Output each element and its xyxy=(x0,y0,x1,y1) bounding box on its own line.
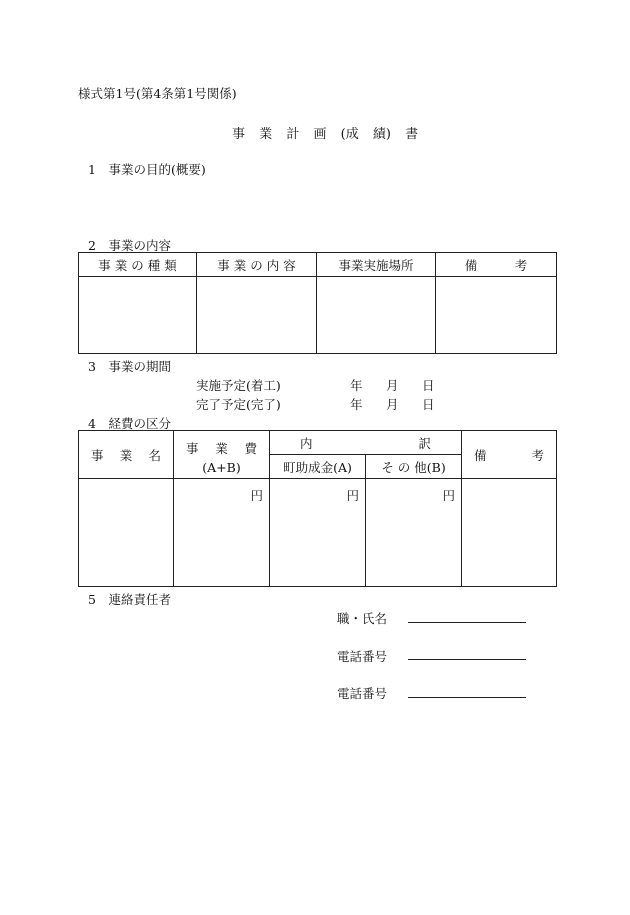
title-char: 績) xyxy=(372,127,391,142)
contact-name-line[interactable] xyxy=(408,622,526,623)
project-content-table xyxy=(78,252,557,354)
contact-phone2-line[interactable] xyxy=(408,697,526,698)
cell-project-content[interactable] xyxy=(197,277,317,354)
cell-remarks[interactable] xyxy=(436,277,557,354)
contact-name-label: 職・氏名 xyxy=(337,611,388,626)
cell-project-name[interactable] xyxy=(79,479,174,587)
section5-heading: 5 連絡責任者 xyxy=(88,592,171,607)
section3-heading: 3 事業の期間 xyxy=(88,359,171,374)
title-char: 計 xyxy=(286,127,300,142)
start-day[interactable]: 日 xyxy=(422,378,435,393)
start-date-label: 実施予定(着工) xyxy=(196,378,281,393)
cell-other[interactable] xyxy=(366,479,462,587)
contact-phone-label: 電話番号 xyxy=(337,649,388,664)
cell-expense-remarks[interactable] xyxy=(462,479,557,587)
contact-phone2-label: 電話番号 xyxy=(337,686,388,701)
start-month[interactable]: 月 xyxy=(386,378,399,393)
page-title xyxy=(232,123,428,142)
unit-yen: 円 xyxy=(346,488,359,503)
end-year[interactable]: 年 xyxy=(350,397,363,412)
end-date-label: 完了予定(完了) xyxy=(196,397,281,412)
section2-heading: 2 事業の内容 xyxy=(88,238,171,253)
header-breakdown: 内 訳 xyxy=(270,431,462,455)
end-day[interactable]: 日 xyxy=(422,397,435,412)
title-char: 画 xyxy=(313,127,327,142)
title-char: 事 xyxy=(232,127,246,142)
cell-project-location[interactable] xyxy=(317,277,436,354)
header-expense-remarks: 備 考 xyxy=(462,431,557,479)
header-project-cost: 事 業 費 (A+B) xyxy=(174,431,270,479)
end-month[interactable]: 月 xyxy=(386,397,399,412)
section4-heading: 4 経費の区分 xyxy=(88,416,171,431)
header-project-cost-sub: (A+B) xyxy=(202,460,241,475)
header-remarks: 備 考 xyxy=(436,253,557,277)
unit-yen: 円 xyxy=(250,488,263,503)
unit-yen: 円 xyxy=(442,488,456,503)
cell-project-cost[interactable] xyxy=(174,479,270,587)
header-project-type: 事 業 の 種 類 xyxy=(79,253,197,277)
header-project-name: 事 業 名 xyxy=(79,431,174,479)
title-char: 業 xyxy=(259,127,273,142)
header-other: そ の 他(B) xyxy=(366,455,462,479)
expense-table xyxy=(78,430,557,587)
title-char: (成 xyxy=(340,127,359,142)
title-char: 書 xyxy=(405,127,419,142)
cell-town-subsidy[interactable] xyxy=(270,479,366,587)
start-year[interactable]: 年 xyxy=(350,378,363,393)
header-town-subsidy: 町助成金(A) xyxy=(270,455,366,479)
contact-phone-line[interactable] xyxy=(408,659,526,660)
header-project-content: 事 業 の 内 容 xyxy=(197,253,317,277)
section1-heading: 1 事業の目的(概要) xyxy=(88,162,206,177)
form-number: 様式第1号(第4条第1号関係) xyxy=(78,86,237,101)
cell-project-type[interactable] xyxy=(79,277,197,354)
header-project-location: 事業実施場所 xyxy=(317,253,436,277)
